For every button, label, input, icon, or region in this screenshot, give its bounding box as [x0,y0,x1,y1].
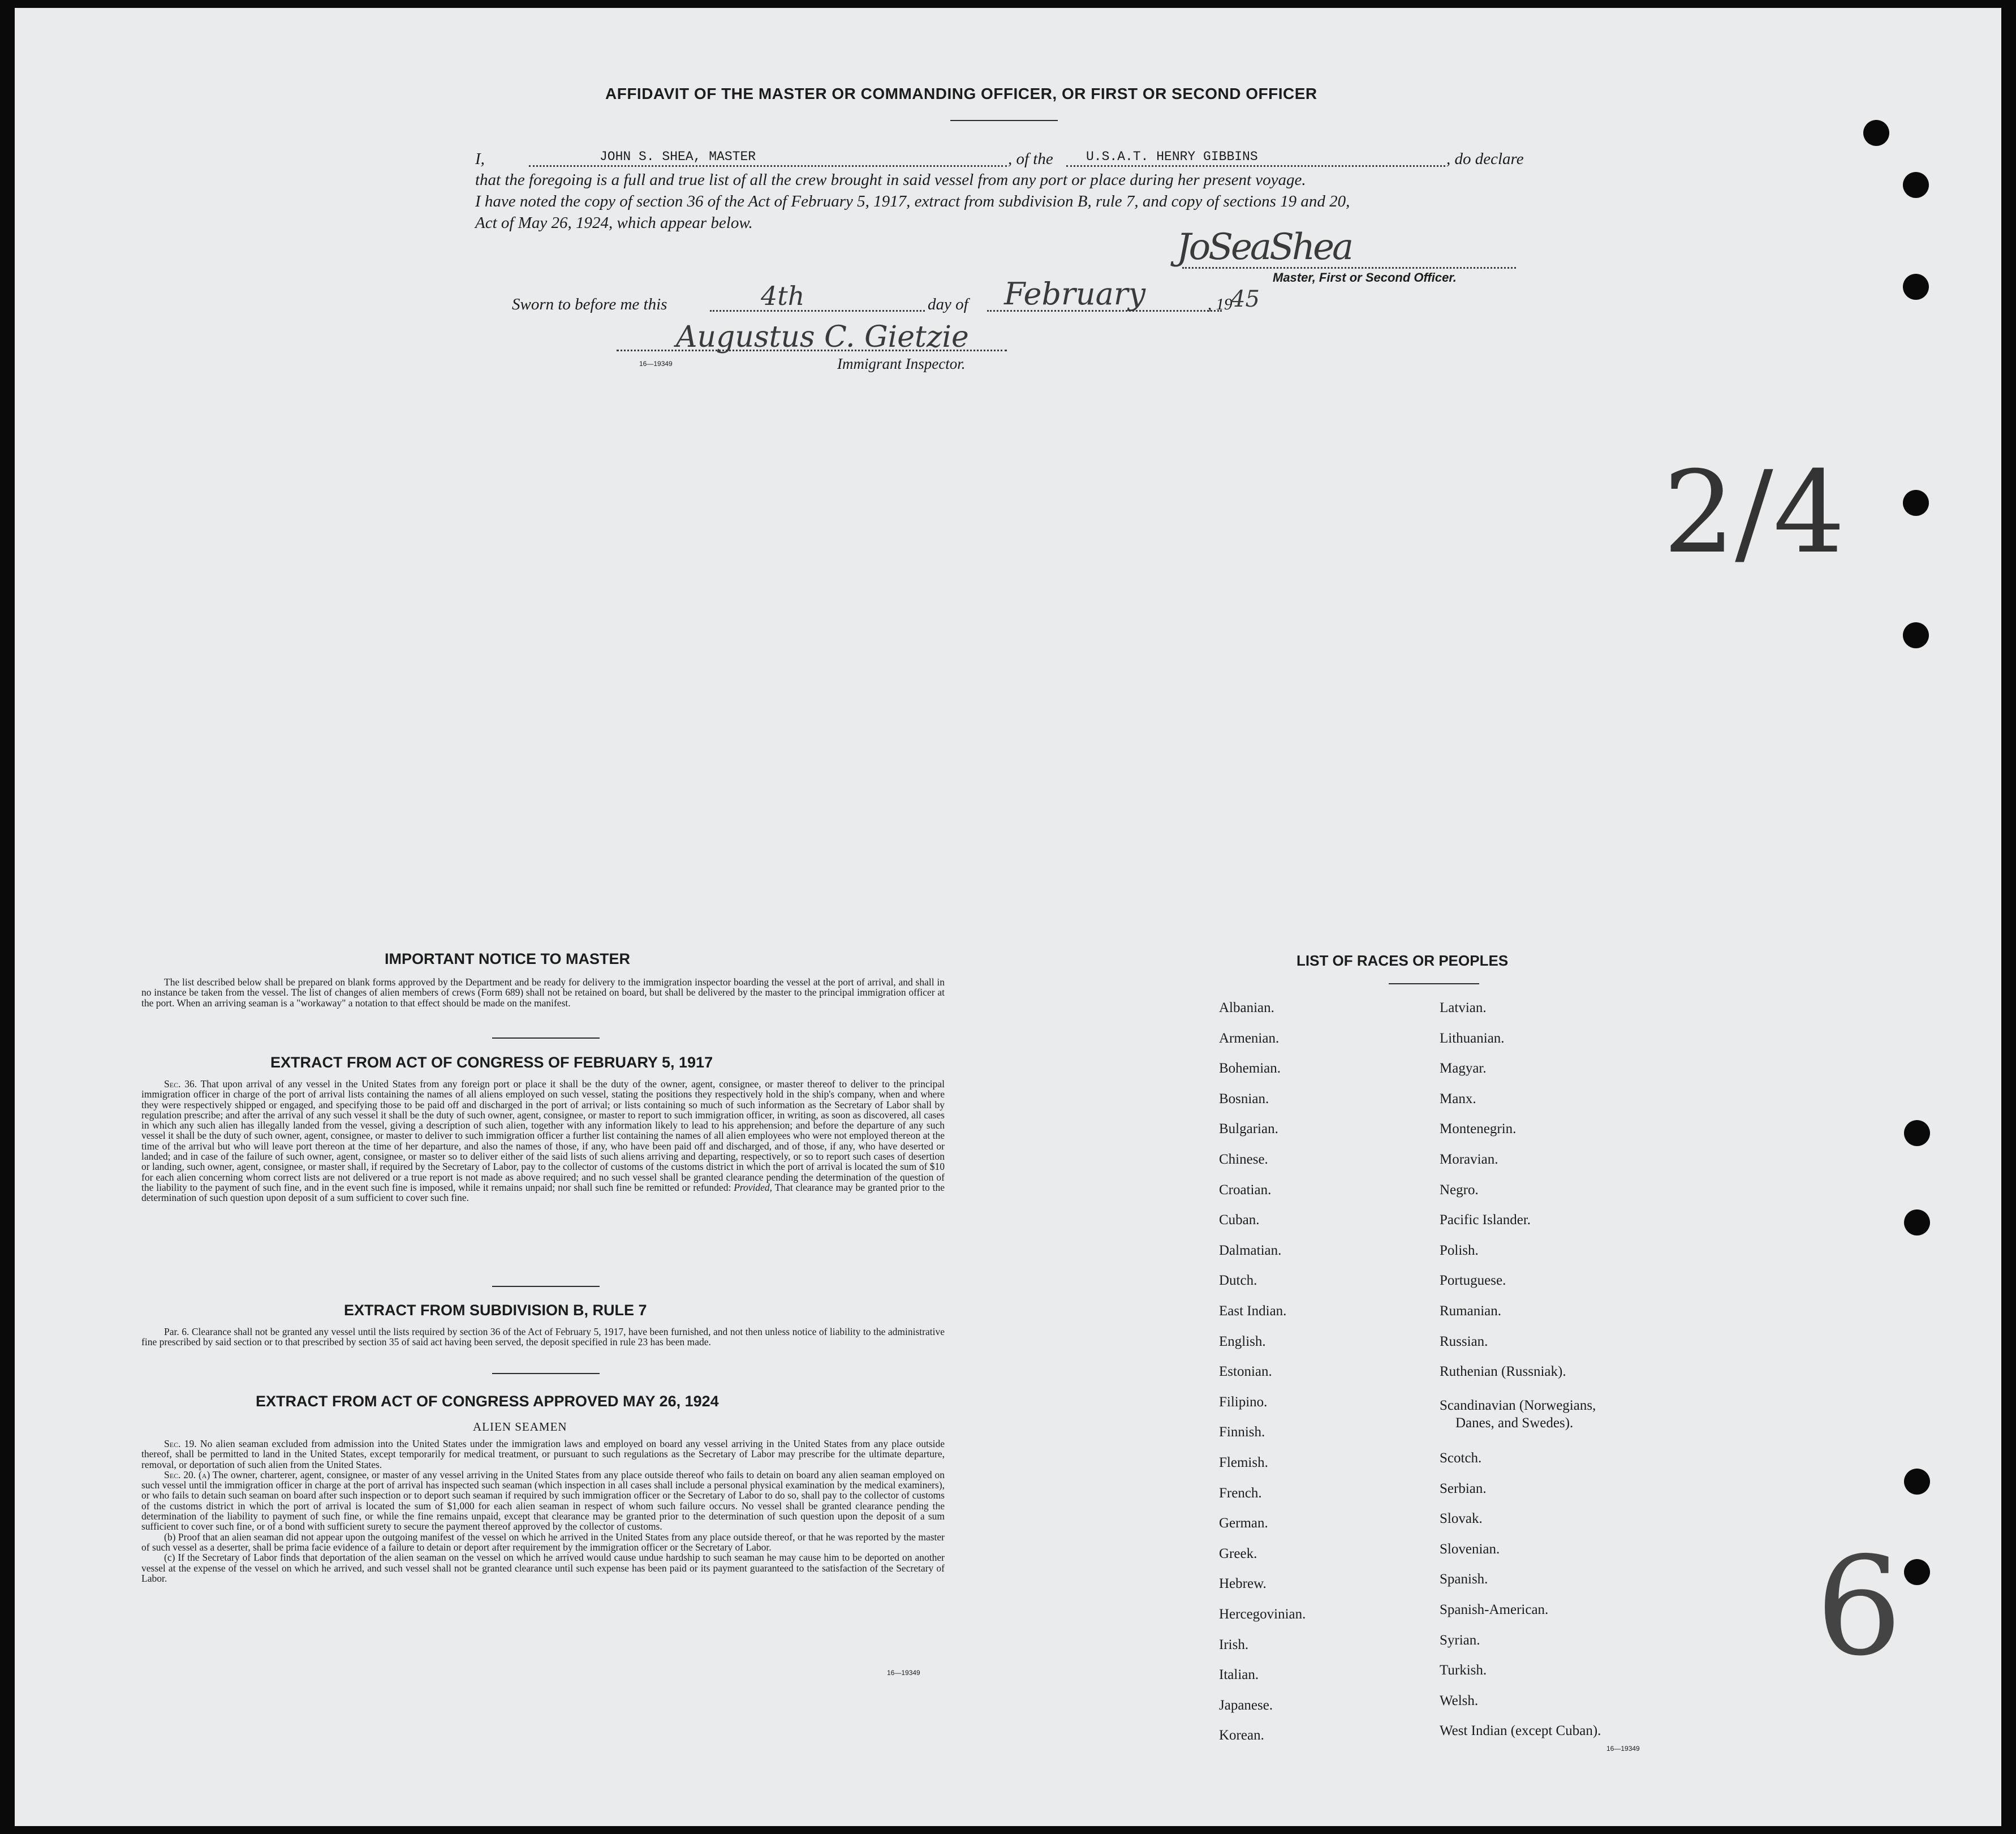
race-item: Welsh. [1440,1693,1479,1708]
punch-hole [1904,1469,1930,1495]
race-item: Russian. [1440,1334,1488,1349]
vessel-field-line [1066,165,1445,167]
punch-hole [1903,274,1929,300]
notice-rule-1 [492,1037,600,1039]
race-item: Armenian. [1219,1031,1280,1046]
race-item: French. [1219,1486,1262,1501]
extract-rule7-title: EXTRACT FROM SUBDIVISION B, RULE 7 [344,1302,647,1319]
affidavit-form-number: 16—19349 [639,360,673,368]
race-item: Finnish. [1219,1424,1265,1440]
signature-line [1182,267,1516,269]
master-name-field-line [529,165,1007,167]
races-rule [1389,983,1479,984]
race-item: Polish. [1440,1243,1479,1258]
race-item: Magyar. [1440,1061,1487,1076]
extract-rule7-text: Par. 6. Clearance shall not be granted any vessel until the lists required by section 36 of the Act of February 5, 1917, have been furnished, and not then unless notice of liability to the administrative fine prescribed by said section or to that prescribed by section 35 of said act having been served, the deposit specified in rule 23 has been made. [141,1326,945,1348]
affidavit-line-1 [475,150,485,169]
race-item: Filipino. [1219,1394,1268,1410]
affidavit-i: I, [475,150,485,168]
race-item: Slovenian. [1440,1542,1500,1557]
race-item: Hebrew. [1219,1576,1267,1591]
race-item: Dalmatian. [1219,1243,1282,1258]
notice-form-number: 16—19349 [887,1669,920,1677]
race-item: Syrian. [1440,1633,1480,1648]
year-prefix: , 19 [1208,295,1233,313]
affidavit-line-3: I have noted the copy of section 36 of the Act of February 5, 1917, extract from subdivision B, rule 7, and copy of sections 19 and 20, [475,192,1350,210]
sworn-day: 4th [761,281,805,311]
master-name: JOHN S. SHEA, MASTER [600,149,756,164]
affidavit-line-4: Act of May 26, 1924, which appear below. [475,214,753,232]
punch-hole [1903,172,1929,198]
affidavit-title: AFFIDAVIT OF THE MASTER OR COMMANDING OFFICER, OR FIRST OR SECOND OFFICER [605,85,1317,102]
extract-1924-text: Sec. 19. No alien seaman excluded from admission into the United States under the immigration laws and employed on board any vessel arriving in the United States from any place outside thereof, shall be permitted to land in the United States, except temporarily for medical treatment, or pursuant to such regulations as the Secretary of Labor may prescribe for the ultimate departure, removal, or deportation of such alien from the United States. Sec. 20. (a) The owner, charterer, agent, consignee, or master of any vessel arriving in the United States from any place outside thereof who fails to detain on board any alien seaman employed on such vessel until the immigration officer in charge at the port of arrival has inspected such seaman (which inspection in all cases shall include a personal physical examination by the medical examiners), or who fails to detain such seaman on board after such inspection or to deport such seaman if required by such immigration officer or the Secretary of Labor to do so, shall pay to the collector of customs of the customs district in which the port of arrival is located the sum of $1,000 for each alien seaman in respect of whom such failure occurs. No vessel shall be granted clearance pending the determination of the liability to payment of such fine, or while the fine remains unpaid, except that clearance may be granted prior to the determination of such question upon the deposit of a sum sufficient to cover such fine, or of a bond with sufficient surety to secure the payment thereof approved by the collector of customs. (b) Proof that an alien seaman did not appear upon the outgoing manifest of the vessel on which he arrived in the United States from any place outside thereof, or that he was reported by the master of such vessel as a deserter, shall be prima facie evidence of a failure to detain or deport after requirement by the immigration officer or the Secretary of Labor. (c) If the Secretary of Labor finds that deportation of the alien seaman on the vessel on which he arrived would cause undue hardship to such seaman he may cause him to be deported on another vessel at the expense of the vessel on which he arrived, and such vessel shall not be granted clearance until such expense has been paid or its payment guaranteed to the satisfaction of the Secretary of Labor. [141,1438,945,1584]
affidavit-line-2: that the foregoing is a full and true list of all the crew brought in said vessel from any port or place during her present voyage. [475,171,1306,189]
extract-1917-title: EXTRACT FROM ACT OF CONGRESS OF FEBRUARY 5, 1917 [270,1054,713,1071]
race-item: German. [1219,1516,1268,1531]
master-signature: JoSeaShea [1177,226,1352,268]
race-item: Portuguese. [1440,1273,1506,1288]
race-item: West Indian (except Cuban). [1440,1723,1601,1738]
punch-hole [1903,622,1929,648]
race-item: Estonian. [1219,1364,1272,1379]
of-the-label: , of the [1008,150,1053,168]
race-item: Italian. [1219,1667,1259,1682]
punch-hole [1903,490,1929,516]
sworn-year: 45 [1231,286,1260,312]
sworn-month: February [1004,276,1146,312]
alien-seamen-subtitle: ALIEN SEAMEN [473,1420,567,1433]
race-item: Japanese. [1219,1698,1273,1713]
race-item: Pacific Islander. [1440,1212,1531,1228]
race-item: Serbian. [1440,1481,1487,1496]
sworn-label: Sworn to before me this [512,295,667,313]
race-item: Moravian. [1440,1152,1498,1167]
races-form-number: 16—19349 [1606,1745,1640,1753]
punch-hole [1863,120,1889,146]
race-item: Turkish. [1440,1663,1487,1678]
race-item: Irish. [1219,1637,1249,1652]
sworn-day-line [710,310,925,312]
margin-page-number: 6 [1816,1527,1902,1686]
extract-1924-title: EXTRACT FROM ACT OF CONGRESS APPROVED MAY 26, 1924 [256,1393,719,1410]
inspector-label: Immigrant Inspector. [837,355,966,372]
race-item: Slovak. [1440,1511,1483,1526]
race-item: Greek. [1219,1546,1257,1561]
race-item: Chinese. [1219,1152,1268,1167]
race-item: Danes, and Swedes). [1455,1415,1574,1431]
punch-hole [1904,1120,1930,1146]
race-item: Bosnian. [1219,1091,1269,1107]
races-title: LIST OF RACES OR PEOPLES [1296,952,1509,969]
race-item: English. [1219,1334,1266,1349]
race-item: Bulgarian. [1219,1121,1278,1136]
punch-hole [1904,1559,1930,1585]
race-item: Croatian. [1219,1182,1272,1198]
race-item: Bohemian. [1219,1061,1281,1076]
race-item: Flemish. [1219,1455,1268,1470]
extract-1917-text: Sec. 36. That upon arrival of any vessel in the United States from any foreign port or place it shall be the duty of the owner, agent, consignee, or master thereof to deliver to the principal immigration officer in charge of the port of arrival lists containing the names of all aliens employed on such vessel, stating the positions they respectively hold in the ship's company, when and where they were respectively shipped or engaged, and specifying those to be paid off and discharged in the port of arrival; or lists containing so much of such information as the Secretary of Labor shall by regulation prescribe; and after the arrival of any such vessel it shall be the duty of such owner, agent, consignee, or master to report to such immigration officer, in writing, as soon as discovered, all cases in which any such alien has illegally landed from the vessel, giving a description of such alien, together with any information likely to lead to his apprehension; and before the departure of any such vessel it shall be the duty of such owner, agent, consignee, or master to deliver to such immigration officer a further list containing the names of all alien employees who were not employed thereon at the time of the arrival but who will leave port thereon at the time of her departure, and also the names of those, if any, who have been paid off and discharged, and of those, if any, who have deserted or landed; and in case of the failure of such owner, agent, consignee, or master so to deliver either of the said lists of such aliens arriving and departing, respectively, or so to report such cases of desertion or landing, such owner, agent, consignee, or master shall, if required by the Secretary of Labor, pay to the collector of customs of the customs district in which the port of arrival is located the sum of $10 for each alien concerning whom correct lists are not delivered or a true report is not made as above required; and no such vessel shall be granted clearance pending the determination of the question of the liability to the payment of such fine, and in the event such fine is imposed, while it remains unpaid; nor shall such fine be remitted or refunded: Provided, That clearance may be granted prior to the determination of such question upon deposit of a sum sufficient to cover such fine. [141,1078,945,1204]
race-item: East Indian. [1219,1303,1287,1319]
inspector-signature-line [617,350,1007,351]
notice-rule-3 [492,1373,600,1374]
race-item: Montenegrin. [1440,1121,1517,1136]
race-item: Hercegovinian. [1219,1607,1306,1622]
race-item: Albanian. [1219,1000,1274,1015]
race-item: Spanish. [1440,1572,1488,1587]
race-item: Lithuanian. [1440,1031,1505,1046]
race-item: Ruthenian (Russniak). [1440,1364,1566,1379]
race-item: Spanish-American. [1440,1602,1549,1617]
margin-fraction-note: 2/4 [1663,447,1845,579]
vessel-name: U.S.A.T. HENRY GIBBINS [1086,149,1258,164]
race-item: Scotch. [1440,1450,1482,1466]
race-item: Cuban. [1219,1212,1260,1228]
race-item: Korean. [1219,1728,1264,1743]
race-item: Negro. [1440,1182,1479,1198]
punch-hole [1904,1209,1930,1235]
race-item: Scandinavian (Norwegians, [1440,1398,1596,1413]
race-item: Rumanian. [1440,1303,1502,1319]
notice-rule-2 [492,1286,600,1287]
race-item: Latvian. [1440,1000,1487,1015]
title-rule [950,120,1058,121]
race-item: Manx. [1440,1091,1476,1107]
notice-text: The list described below shall be prepared on blank forms approved by the Department and be ready for delivery to the immigration inspector boarding the vessel at the port of arrival, and shall in no instance be taken from the vessel. The list of changes of alien members of crews (Form 689) shall not be retained on board, but shall be delivered by the master to the principal immigration officer at the port. When an arriving seaman is a "workaway" a notation to that effect should be made on the manifest. [141,976,945,1009]
day-of-label: day of [928,295,968,313]
notice-title: IMPORTANT NOTICE TO MASTER [385,950,630,967]
do-declare-label: , do declare [1446,150,1524,168]
race-item: Dutch. [1219,1273,1257,1288]
signer-title: Master, First or Second Officer. [1273,270,1457,285]
inspector-signature: Augustus C. Gietzie [676,320,969,354]
